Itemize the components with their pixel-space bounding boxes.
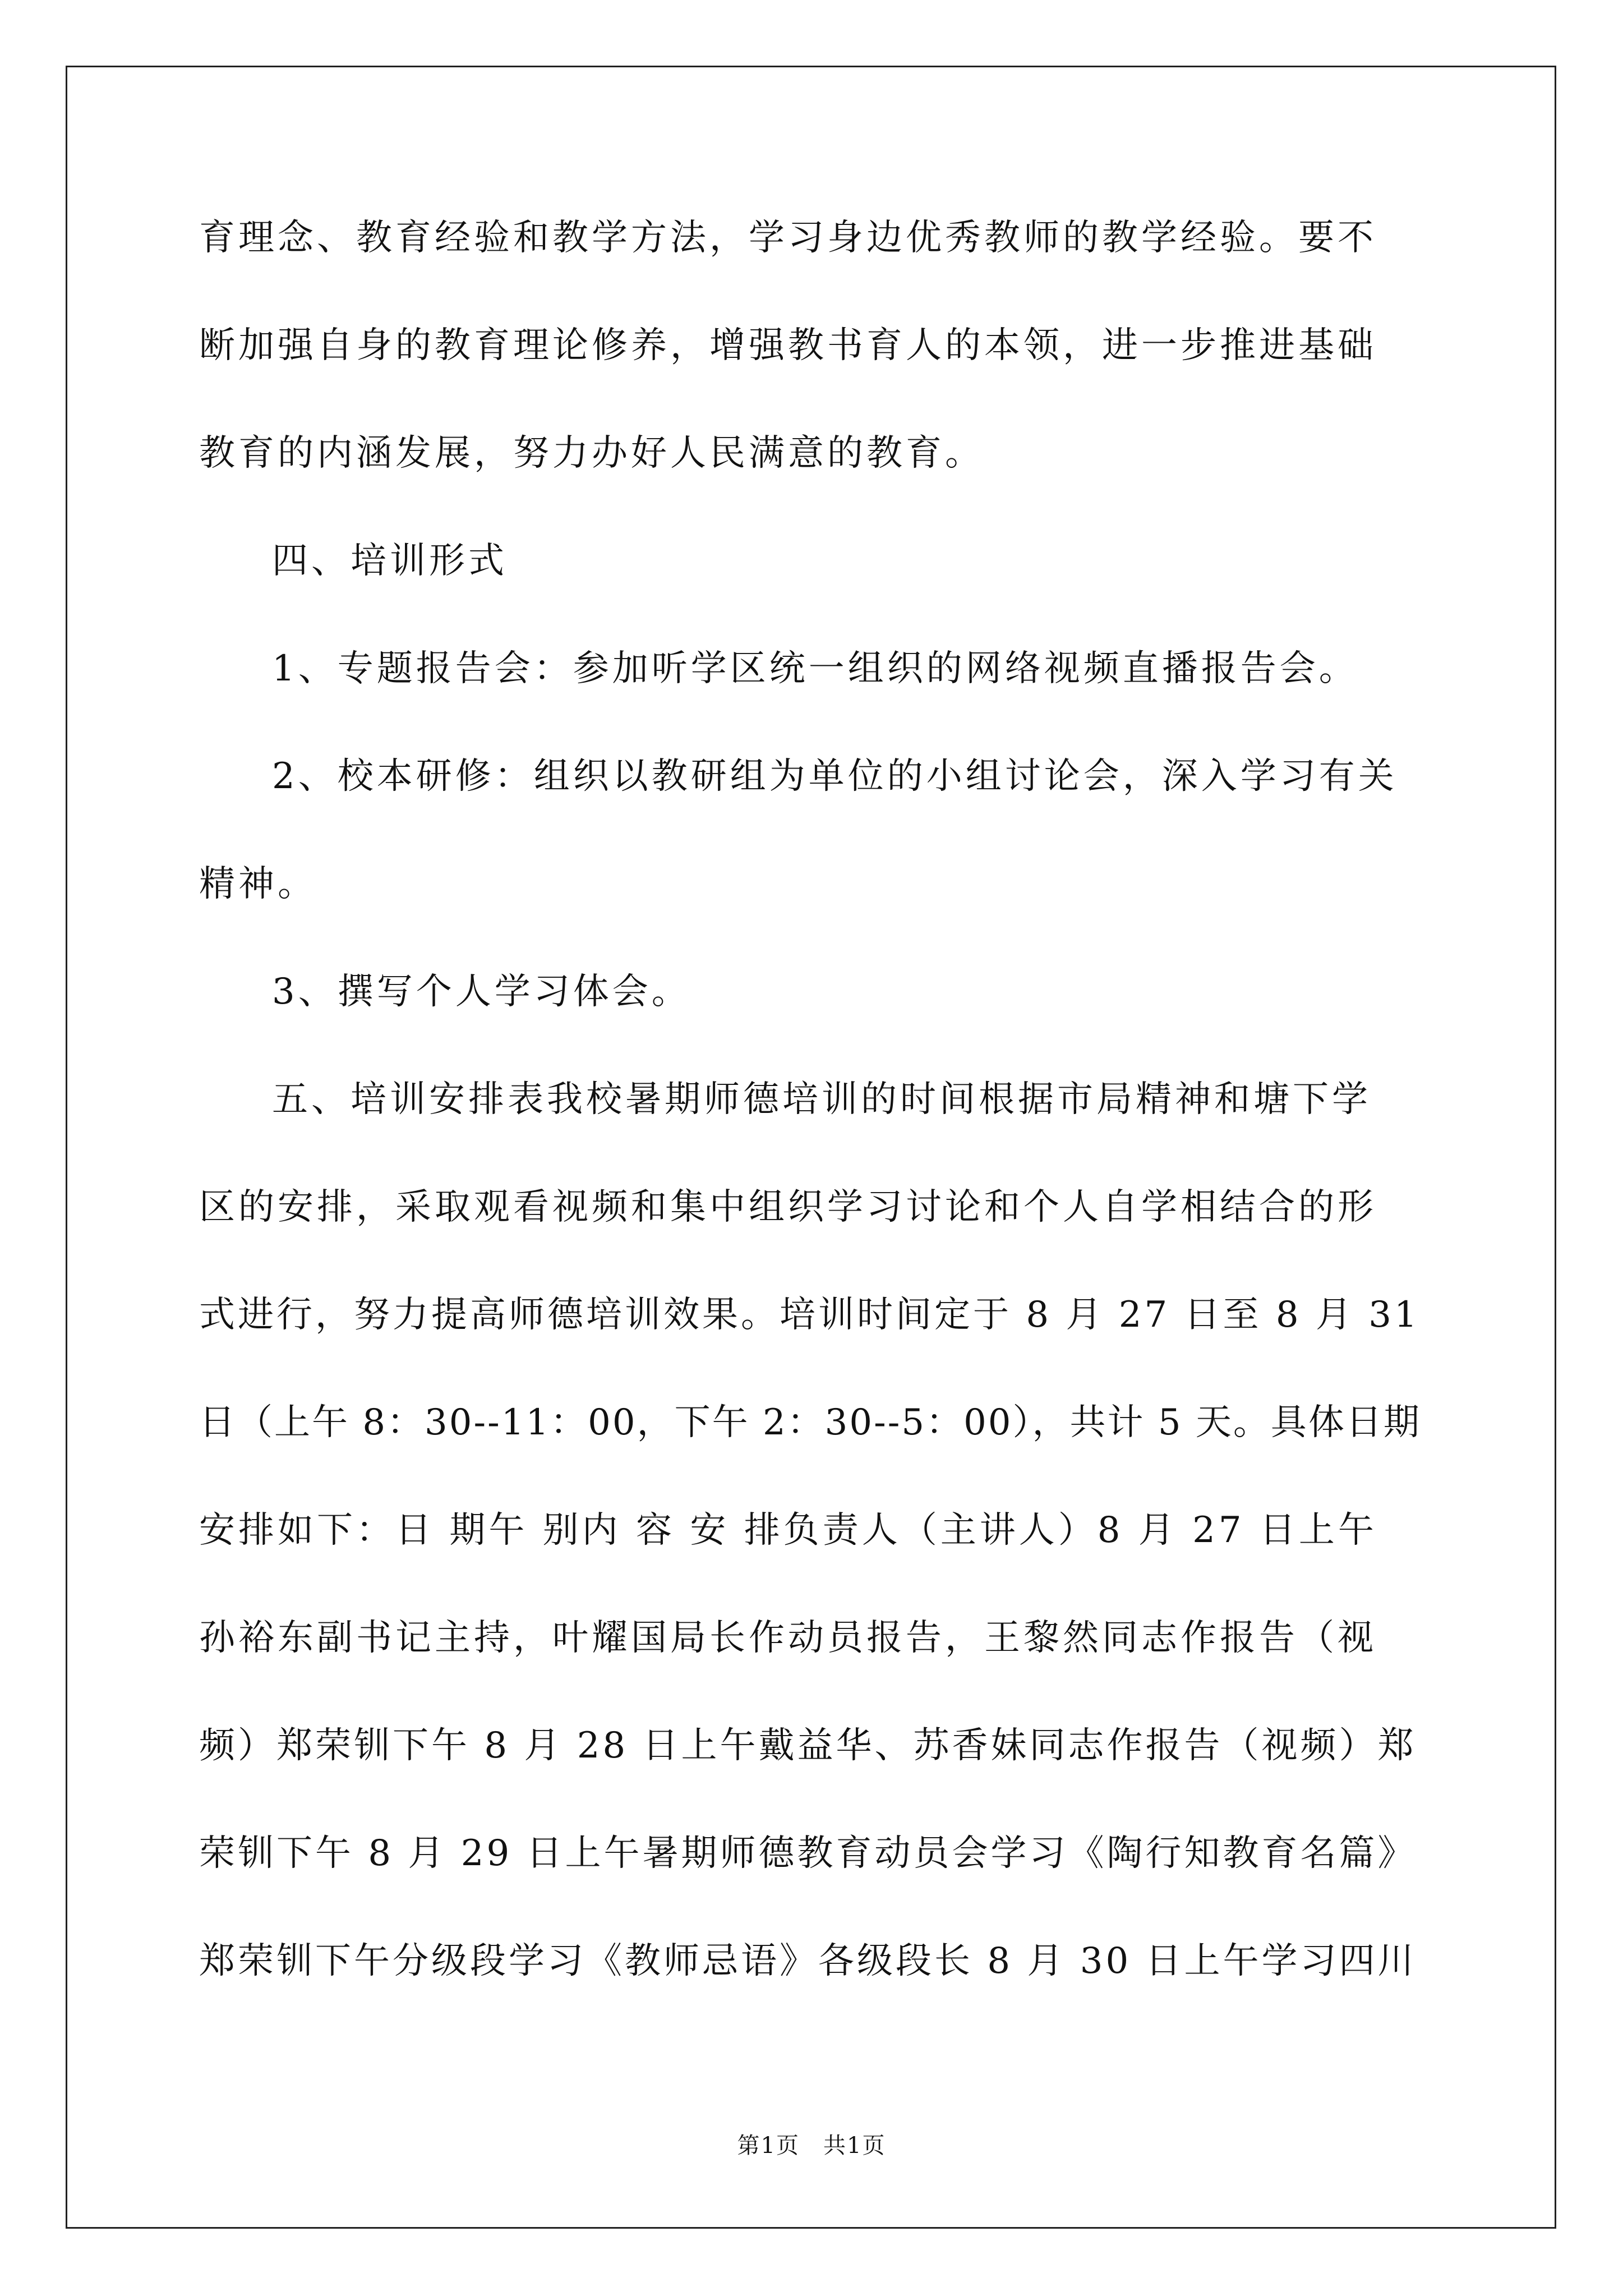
text-line: 安排如下：日 期午 别内 容 安 排负责人（主讲人）8 月 27 日上午 [199,1510,1377,1551]
page-border [66,66,1556,2229]
list-item: 2、校本研修：组织以教研组为单位的小组讨论会，深入学习有关 [272,756,1398,797]
list-item: 3、撰写个人学习体会。 [272,971,691,1013]
text-line: 区的安排，采取观看视频和集中组织学习讨论和个人自学相结合的形 [199,1186,1377,1228]
text-line: 日（上午 8：30--11：00，下午 2：30--5：00），共计 5 天。具体日期 [199,1402,1421,1443]
list-item: 1、专题报告会：参加听学区统一组织的网络视频直播报告会。 [272,648,1358,689]
text-line: 荣钏下午 8 月 29 日上午暑期师德教育动员会学习《陶行知教育名篇》 [199,1833,1417,1874]
text-line: 郑荣钏下午分级段学习《教师忌语》各级段长 8 月 30 日上午学习四川 [199,1940,1417,1982]
text-line: 育理念、教育经验和教学方法，学习身边优秀教师的教学经验。要不 [199,217,1377,259]
text-line: 频）郑荣钏下午 8 月 28 日上午戴益华、苏香妹同志作报告（视频）郑 [199,1725,1417,1766]
text-line: 孙裕东副书记主持，叶耀国局长作动员报告，王黎然同志作报告（视 [199,1617,1377,1659]
text-line: 式进行，努力提高师德培训效果。培训时间定于 8 月 27 日至 8 月 31 [199,1294,1420,1336]
text-line: 教育的内涵发展，努力办好人民满意的教育。 [199,432,984,474]
text-line: 精神。 [199,863,317,905]
text-line: 断加强自身的教育理论修养，增强教书育人的本领，进一步推进基础 [199,325,1377,366]
page-footer: 第1页 共1页 [737,2133,886,2159]
section-heading: 四、培训形式 [272,540,508,582]
section-heading: 五、培训安排表我校暑期师德培训的时间根据市局精神和塘下学 [272,1079,1371,1120]
